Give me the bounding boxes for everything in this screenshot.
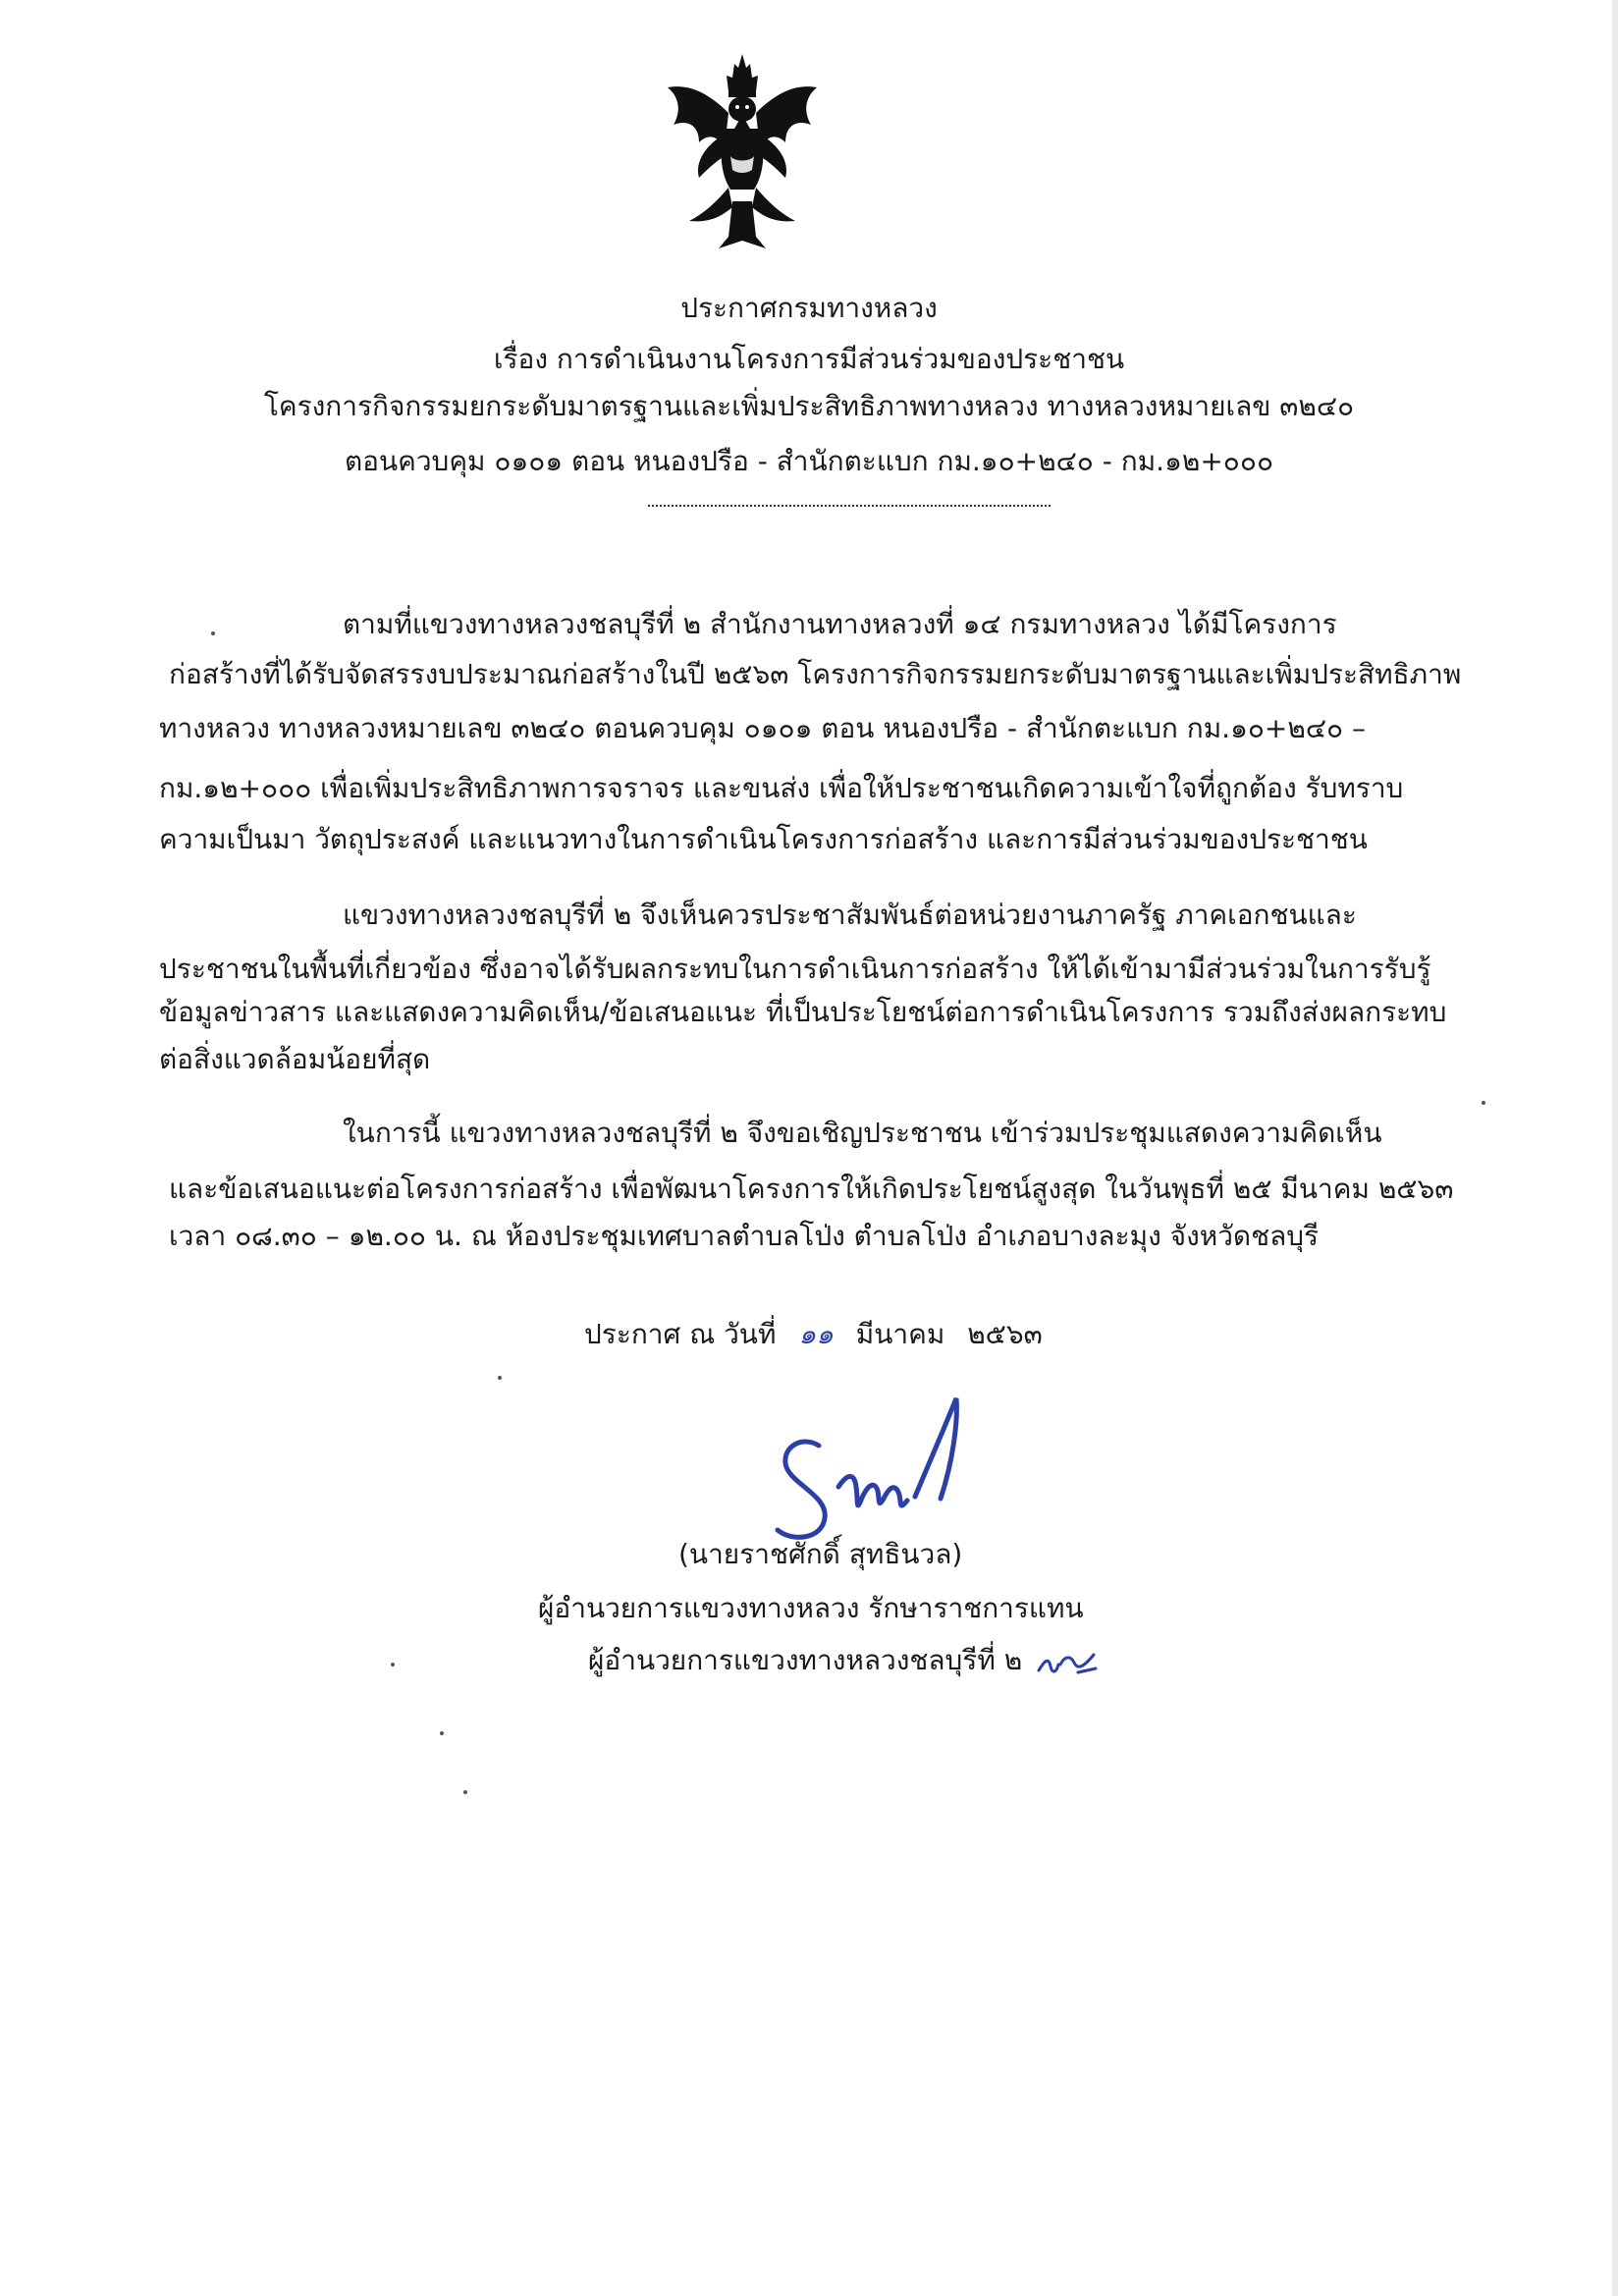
- signatory-title: ผู้อำนวยการแขวงทางหลวงชลบุรีที่ ๒: [588, 1644, 1023, 1676]
- scan-speck: [440, 1731, 444, 1735]
- paragraph-2-line: ประชาชนในพื้นที่เกี่ยวข้อง ซึ่งอาจได้รับผลกระทบในการดำเนินการก่อสร้าง ให้ได้เข้ามามีส่วนร่วมในการรับรู้: [159, 953, 1431, 985]
- scan-speck: [211, 631, 215, 635]
- paragraph-2-line: ข้อมูลข่าวสาร และแสดงความคิดเห็น/ข้อเสนอแนะ ที่เป็นประโยชน์ต่อการดำเนินโครงการ รวมถึงส่งผลกระทบ: [159, 996, 1447, 1028]
- paragraph-1-line: ความเป็นมา วัตถุประสงค์ และแนวทางในการดำเนินโครงการก่อสร้าง และการมีส่วนร่วมของประชาชน: [159, 823, 1368, 855]
- scan-speck: [391, 1663, 395, 1667]
- garuda-emblem-icon: [660, 54, 825, 248]
- announcement-day: ๑๑: [798, 1318, 834, 1350]
- paragraph-3-line: เวลา ๐๘.๓๐ – ๑๒.๐๐ น. ณ ห้องประชุมเทศบาลตำบลโป่ง ตำบลโป่ง อำเภอบางละมุง จังหวัดชลบุรี: [169, 1220, 1320, 1252]
- paragraph-2-line: ต่อสิ่งแวดล้อมน้อยที่สุด: [159, 1043, 431, 1075]
- paragraph-2-line: แขวงทางหลวงชลบุรีที่ ๒ จึงเห็นควรประชาสัมพันธ์ต่อหน่วยงานภาครัฐ ภาคเอกชนและ: [343, 899, 1357, 931]
- project-section: ตอนควบคุม ๐๑๐๑ ตอน หนองปรือ - สำนักตะแบก กม.๑๐+๒๔๐ - กม.๑๒+๐๐๐: [344, 445, 1274, 477]
- scan-speck: [1482, 1101, 1485, 1105]
- paragraph-1-line: ตามที่แขวงทางหลวงชลบุรีที่ ๒ สำนักงานทางหลวงที่ ๑๔ กรมทางหลวง ได้มีโครงการ: [343, 608, 1337, 640]
- scan-speck: [463, 1790, 467, 1794]
- document-subject: เรื่อง การดำเนินงานโครงการมีส่วนร่วมของประชาชน: [493, 343, 1125, 375]
- announcement-prefix: ประกาศ ณ วันที่: [584, 1318, 777, 1350]
- announcement-date: [584, 1317, 1056, 1352]
- paragraph-1-line: ทางหลวง ทางหลวงหมายเลข ๓๒๔๐ ตอนควบคุม ๐๑๐๑ ตอน หนองปรือ - สำนักตะแบก กม.๑๐+๒๔๐ –: [159, 712, 1367, 744]
- paragraph-3-line: และข้อเสนอแนะต่อโครงการก่อสร้าง เพื่อพัฒนาโครงการให้เกิดประโยชน์สูงสุด ในวันพุธที่ ๒๕ มีนาคม ๒๕๖๓: [169, 1173, 1454, 1205]
- signature-icon: [768, 1393, 984, 1559]
- signatory-title: ผู้อำนวยการแขวงทางหลวง รักษาราชการแทน: [538, 1592, 1084, 1624]
- initials-icon: [1035, 1647, 1104, 1680]
- announcement-year: ๒๕๖๓: [967, 1318, 1043, 1350]
- paragraph-1-line: กม.๑๒+๐๐๐ เพื่อเพิ่มประสิทธิภาพการจราจร และขนส่ง เพื่อให้ประชาชนเกิดความเข้าใจที่ถูกต้อง รับทราบ: [159, 772, 1404, 804]
- header-divider: [648, 505, 1051, 507]
- paragraph-1-line: ก่อสร้างที่ได้รับจัดสรรงบประมาณก่อสร้างในปี ๒๕๖๓ โครงการกิจกรรมยกระดับมาตรฐานและเพิ่มประสิทธิภาพ: [169, 658, 1462, 690]
- signatory-name: (นายราชศักดิ์ สุทธินวล): [678, 1538, 963, 1570]
- document-title: ประกาศกรมทางหลวง: [680, 292, 938, 324]
- scan-speck: [498, 1376, 502, 1380]
- paragraph-3-line: ในการนี้ แขวงทางหลวงชลบุรีที่ ๒ จึงขอเชิญประชาชน เข้าร่วมประชุมแสดงความคิดเห็น: [343, 1117, 1382, 1149]
- announcement-month: มีนาคม: [855, 1318, 945, 1350]
- project-name: โครงการกิจกรรมยกระดับมาตรฐานและเพิ่มประสิทธิภาพทางหลวง ทางหลวงหมายเลข ๓๒๔๐: [263, 390, 1355, 422]
